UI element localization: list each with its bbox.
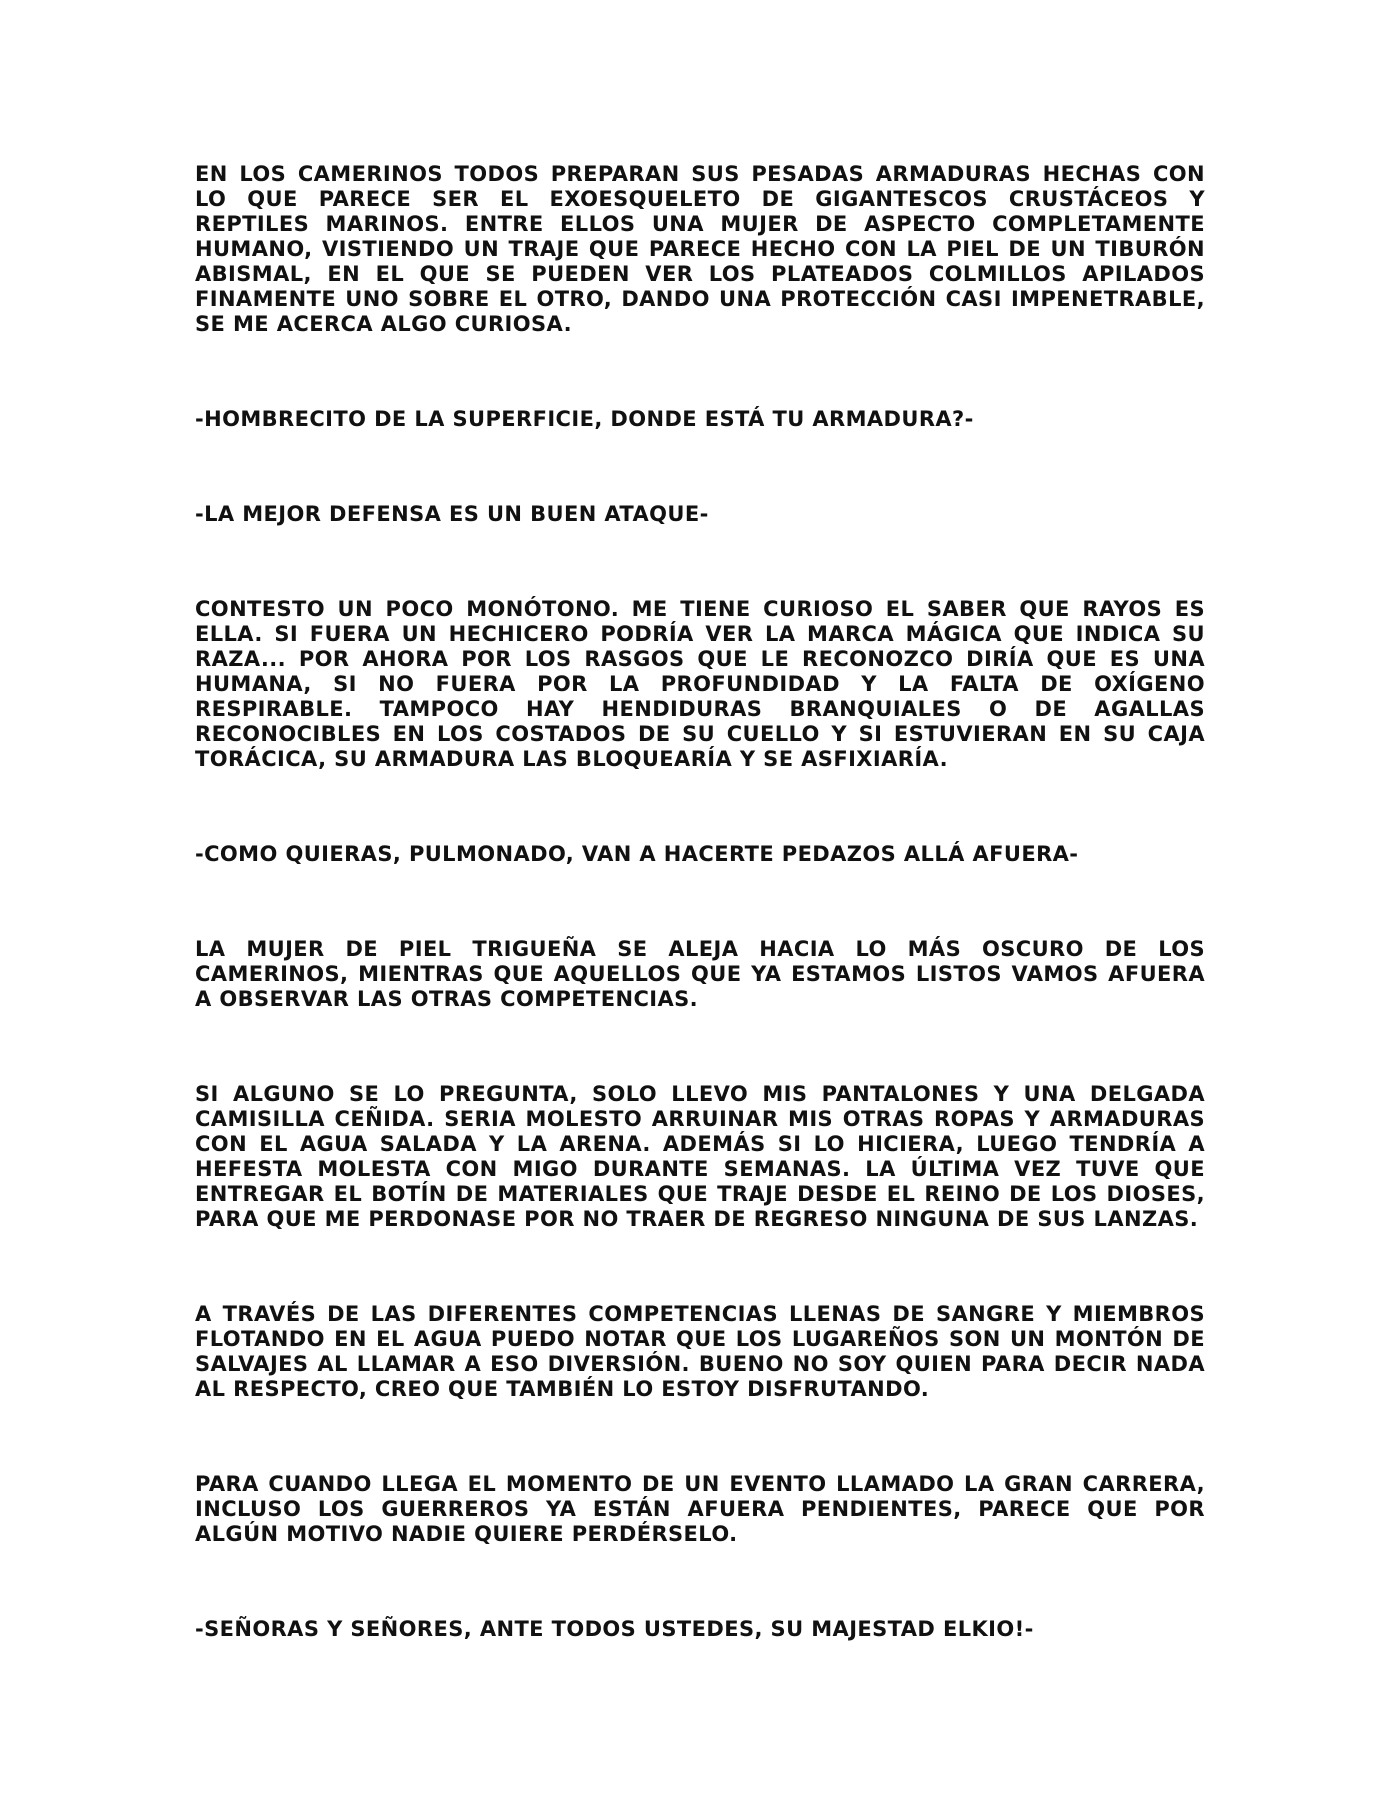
narration-paragraph: SI ALGUNO SE LO PREGUNTA, SOLO LLEVO MIS PANTALONES Y UNA DELGADA CAMISILLA CEÑIDA. SERIA MOLESTO ARRUINAR MIS OTRAS ROPAS Y ARMADURAS CON EL AGUA SALADA Y LA ARENA. ADEMÁS SI LO HICIERA, LUEGO TENDRÍA A HEFESTA MOLESTA CON MIGO DURANTE SEMANAS. LA ÚLTIMA VEZ TUVE QUE ENTREGAR EL BOTÍN DE MATERIALES QUE TRAJE DESDE EL REINO DE LOS DIOSES, PARA QUE ME PERDONASE POR NO TRAER DE REGRESO NINGUNA DE SUS LANZAS. bbox=[195, 1082, 1205, 1231]
paragraph-spacer bbox=[195, 527, 1205, 597]
paragraph-spacer bbox=[195, 772, 1205, 842]
dialogue-line: -LA MEJOR DEFENSA ES UN BUEN ATAQUE- bbox=[195, 502, 709, 526]
narration-paragraph: LA MUJER DE PIEL TRIGUEÑA SE ALEJA HACIA LO MÁS OSCURO DE LOS CAMERINOS, MIENTRAS QUE AQUELLOS QUE YA ESTAMOS LISTOS VAMOS AFUERA A OBSERVAR LAS OTRAS COMPETENCIAS. bbox=[195, 937, 1205, 1011]
paragraph-spacer bbox=[195, 867, 1205, 937]
dialogue-line: -COMO QUIERAS, PULMONADO, VAN A HACERTE PEDAZOS ALLÁ AFUERA- bbox=[195, 842, 1079, 866]
paragraph-spacer bbox=[195, 337, 1205, 407]
narration-paragraph: CONTESTO UN POCO MONÓTONO. ME TIENE CURIOSO EL SABER QUE RAYOS ES ELLA. SI FUERA UN HECHICERO PODRÍA VER LA MARCA MÁGICA QUE INDICA SU RAZA... POR AHORA POR LOS RASGOS QUE LE RECONOZCO DIRÍA QUE ES UNA HUMANA, SI NO FUERA POR LA PROFUNDIDAD Y LA FALTA DE OXÍGENO RESPIRABLE. TAMPOCO HAY HENDIDURAS BRANQUIALES O DE AGALLAS RECONOCIBLES EN LOS COSTADOS DE SU CUELLO Y SI ESTUVIERAN EN SU CAJA TORÁCICA, SU ARMADURA LAS BLOQUEARÍA Y SE ASFIXIARÍA. bbox=[195, 597, 1205, 771]
paragraph-spacer bbox=[195, 1012, 1205, 1082]
paragraph-spacer bbox=[195, 1402, 1205, 1472]
paragraph-spacer bbox=[195, 1232, 1205, 1302]
narration-paragraph: EN LOS CAMERINOS TODOS PREPARAN SUS PESADAS ARMADURAS HECHAS CON LO QUE PARECE SER EL EXOESQUELETO DE GIGANTESCOS CRUSTÁCEOS Y REPTILES MARINOS. ENTRE ELLOS UNA MUJER DE ASPECTO COMPLETAMENTE HUMANO, VISTIENDO UN TRAJE QUE PARECE HECHO CON LA PIEL DE UN TIBURÓN ABISMAL, EN EL QUE SE PUEDEN VER LOS PLATEADOS COLMILLOS APILADOS FINAMENTE UNO SOBRE EL OTRO, DANDO UNA PROTECCIÓN CASI IMPENETRABLE, SE ME ACERCA ALGO CURIOSA. bbox=[195, 162, 1205, 336]
paragraph-spacer bbox=[195, 1547, 1205, 1617]
narration-paragraph: A TRAVÉS DE LAS DIFERENTES COMPETENCIAS LLENAS DE SANGRE Y MIEMBROS FLOTANDO EN EL AGUA PUEDO NOTAR QUE LOS LUGAREÑOS SON UN MONTÓN DE SALVAJES AL LLAMAR A ESO DIVERSIÓN. BUENO NO SOY QUIEN PARA DECIR NADA AL RESPECTO, CREO QUE TAMBIÉN LO ESTOY DISFRUTANDO. bbox=[195, 1302, 1205, 1401]
dialogue-line: -HOMBRECITO DE LA SUPERFICIE, DONDE ESTÁ TU ARMADURA?- bbox=[195, 407, 974, 431]
narration-paragraph: PARA CUANDO LLEGA EL MOMENTO DE UN EVENTO LLAMADO LA GRAN CARRERA, INCLUSO LOS GUERREROS YA ESTÁN AFUERA PENDIENTES, PARECE QUE POR ALGÚN MOTIVO NADIE QUIERE PERDÉRSELO. bbox=[195, 1472, 1205, 1546]
document-body bbox=[195, 162, 1205, 1642]
dialogue-line: -SEÑORAS Y SEÑORES, ANTE TODOS USTEDES, SU MAJESTAD ELKIO!- bbox=[195, 1617, 1034, 1641]
paragraph-spacer bbox=[195, 432, 1205, 502]
